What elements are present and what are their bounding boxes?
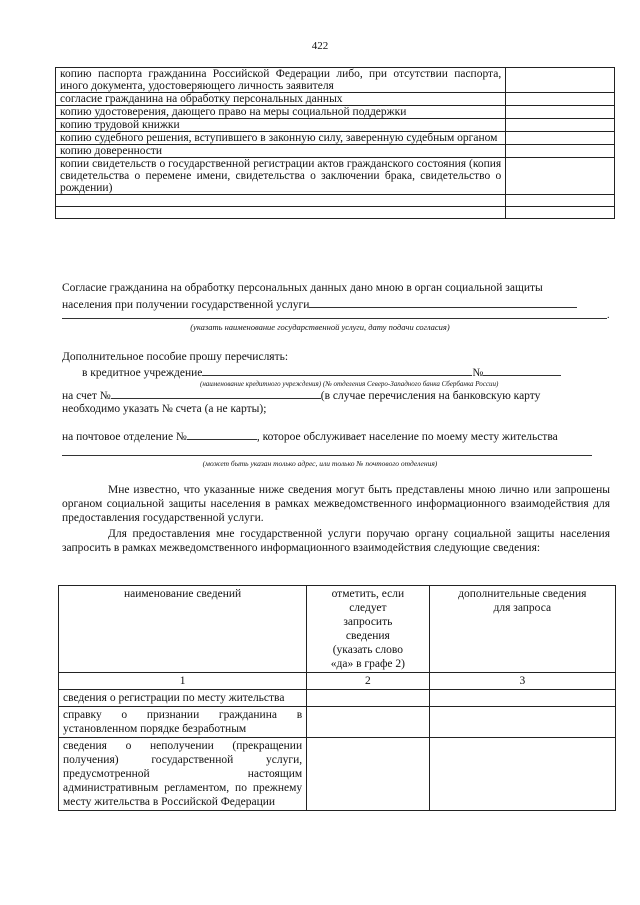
account-note: необходимо указать № счета (а не карты); — [62, 403, 267, 415]
table-cell: копию удостоверения, дающего право на меры социальной поддержки — [56, 106, 506, 119]
account-number-field[interactable] — [111, 388, 321, 399]
table-cell — [506, 195, 615, 207]
table-cell: копии свидетельств о государственной регистрации актов гражданского состояния (копия свидетельства о перемене имени, свидетельства о заключении брака, свидетельство о рождении) — [56, 158, 506, 195]
extra-info-cell[interactable] — [429, 690, 615, 707]
payment-intro: Дополнительное пособие прошу перечислять: — [62, 351, 289, 363]
table-row — [59, 738, 616, 811]
header-cell — [429, 586, 615, 673]
request-mark-cell[interactable] — [307, 738, 430, 811]
table-cell: согласие гражданина на обработку персональных данных — [56, 93, 506, 106]
statement-para1: Мне известно, что указанные ниже сведения могут быть представлены мною лично или запрошены органом социальной защиты населения в рамках межведомственного информационного взаимодействия для предоставления государственной услуги. — [62, 484, 610, 524]
consent-line2 — [62, 297, 577, 312]
table-cell — [506, 93, 615, 106]
header-cell: наименование сведений — [59, 586, 307, 673]
table-cell — [506, 132, 615, 145]
table-cell: сведения о регистрации по месту жительства — [59, 690, 307, 707]
table-cell: сведения о неполучении (прекращении получения) государственной услуги, предусмотренной настоящим административным регламентом, по прежнему месту жительства в Российской Федерации — [59, 738, 307, 811]
header-cell-text: дополнительные сведения для запроса — [458, 588, 587, 614]
post-hint: (может быть указан только адрес, или только № почтового отделения) — [202, 459, 438, 468]
table-cell — [506, 119, 615, 132]
address-field[interactable] — [62, 455, 592, 456]
bank-label: в кредитное учреждение — [82, 367, 203, 379]
account-suffix: (в случае перечисления на банковскую карту — [320, 390, 541, 402]
page-number: 422 — [311, 40, 329, 52]
consent-service-label: населения при получении государственной услуги — [62, 299, 310, 311]
account-line — [62, 388, 540, 403]
table-row — [56, 145, 615, 158]
table-cell — [506, 158, 615, 195]
account-label: на счет № — [62, 390, 111, 402]
table-row — [56, 68, 615, 93]
post-label: на почтовое отделение № — [62, 431, 187, 443]
table-cell — [56, 207, 506, 219]
column-number: 1 — [59, 673, 307, 690]
header-cell — [307, 586, 430, 673]
consent-date-field[interactable] — [62, 318, 607, 319]
statement-para2: Для предоставления мне государственной услуги поручаю органу социальной защиты населения запросить в рамках межведомственного информационного взаимодействия следующие сведения: — [62, 528, 610, 554]
column-number: 3 — [429, 673, 615, 690]
table-cell — [506, 145, 615, 158]
table-cell — [506, 106, 615, 119]
bank-line — [82, 365, 561, 380]
table-cell: копию паспорта гражданина Российской Федерации либо, при отсутствии паспорта, иного документа, удостоверяющего личность заявителя — [56, 68, 506, 93]
service-name-field[interactable] — [309, 297, 577, 308]
table-header-row — [59, 586, 616, 673]
column-number: 2 — [307, 673, 430, 690]
table-row — [59, 690, 616, 707]
bank-name-field[interactable] — [202, 365, 472, 376]
requests-table — [58, 585, 616, 811]
table-cell — [56, 195, 506, 207]
number-sign: № — [472, 367, 484, 379]
bank-hint: (наименование кредитного учреждения) (№ отделения Северо-Западного банка Сбербанка России) — [200, 380, 499, 388]
table-cell: справку о признании гражданина в установленном порядке безработным — [59, 707, 307, 738]
table-cell: копию судебного решения, вступившего в законную силу, заверенную судебным органом — [56, 132, 506, 145]
consent-hint: (указать наименование государственной услуги, дату подачи согласия) — [190, 322, 450, 332]
column-number-row — [59, 673, 616, 690]
header-cell-text: отметить, если следует запросить сведения (указать слово «да» в графе 2) — [330, 588, 405, 670]
post-suffix: , которое обслуживает население по моему месту жительства — [256, 431, 558, 443]
documents-table — [55, 67, 615, 219]
table-cell — [506, 207, 615, 219]
post-office-field[interactable] — [187, 429, 257, 440]
extra-info-cell[interactable] — [429, 738, 615, 811]
table-row — [56, 207, 615, 219]
extra-info-cell[interactable] — [429, 707, 615, 738]
table-row — [56, 158, 615, 195]
bank-branch-field[interactable] — [483, 365, 561, 376]
table-row — [56, 93, 615, 106]
table-cell: копию трудовой книжки — [56, 119, 506, 132]
consent-line1: Согласие гражданина на обработку персональных данных дано мною в орган социальной защиты — [62, 282, 543, 294]
table-row — [56, 106, 615, 119]
table-row — [56, 119, 615, 132]
request-mark-cell[interactable] — [307, 690, 430, 707]
table-row — [59, 707, 616, 738]
request-mark-cell[interactable] — [307, 707, 430, 738]
table-row — [56, 195, 615, 207]
table-row — [56, 132, 615, 145]
table-cell — [506, 68, 615, 93]
post-line — [62, 429, 558, 444]
table-cell: копию доверенности — [56, 145, 506, 158]
